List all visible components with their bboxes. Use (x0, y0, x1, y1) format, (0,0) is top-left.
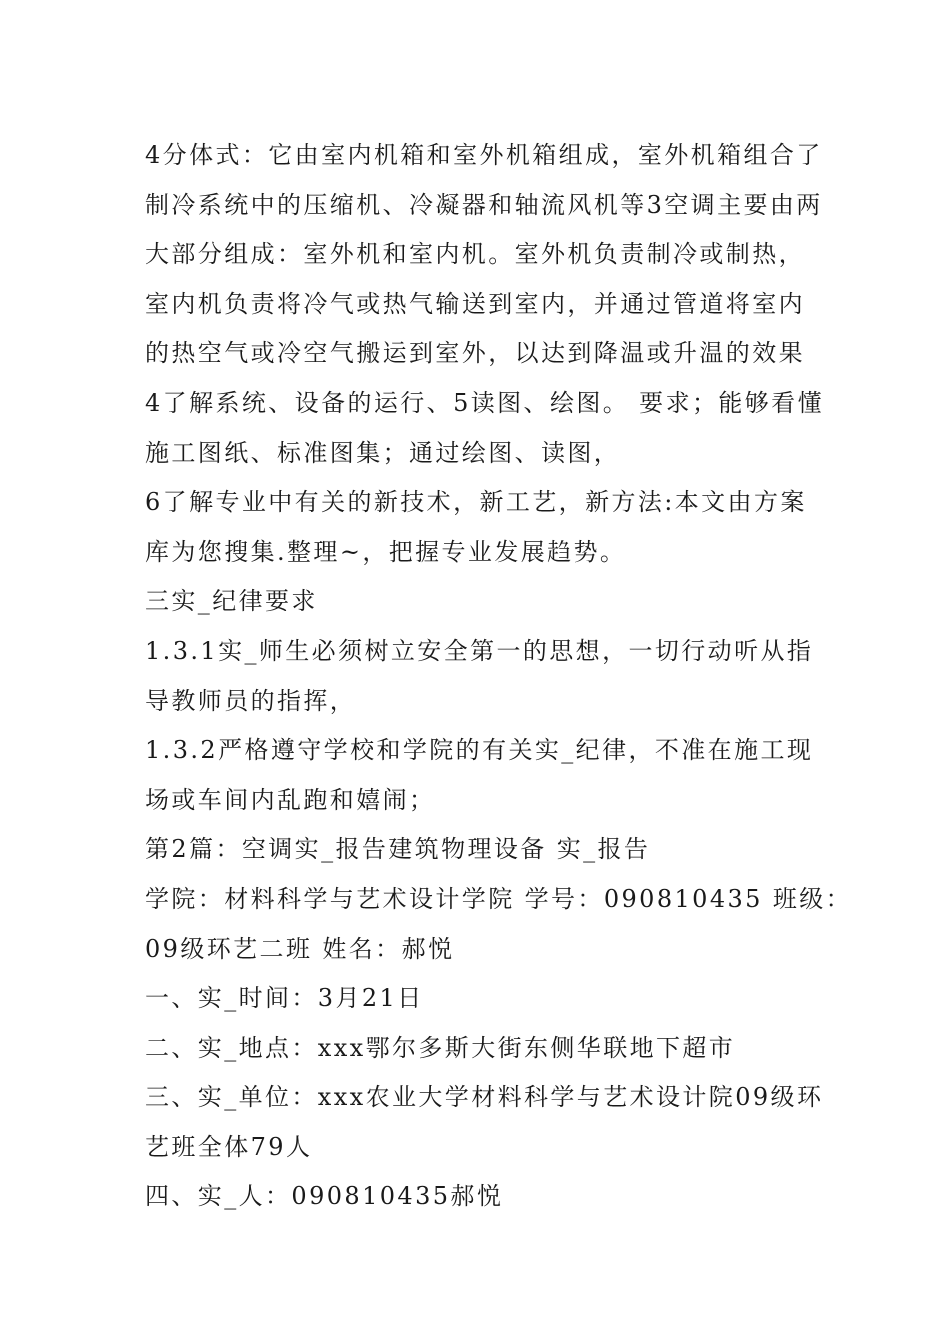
text-line: 室内机负责将冷气或热气输送到室内，并通过管道将室内 (145, 289, 805, 318)
text-line: 二、实_地点：xxx鄂尔多斯大街东侧华联地下超市 (145, 1033, 736, 1062)
text-line: 1.3.2严格遵守学校和学院的有关实_纪律，不准在施工现 (145, 736, 814, 765)
text-line: 4了解系统、设备的运行、5读图、绘图。 要求；能够看懂 (145, 388, 824, 417)
section-heading: 三实_纪律要求 (145, 587, 318, 616)
text-line: 四、实_人：090810435郝悦 (145, 1182, 504, 1211)
text-line: 09级环艺二班 姓名：郝悦 (145, 934, 455, 963)
document-body (145, 131, 853, 1222)
article-title: 第2篇：空调实_报告建筑物理设备 实_报告 (145, 835, 651, 864)
text-line: 的热空气或冷空气搬运到室外，以达到降温或升温的效果 (145, 339, 805, 368)
text-line: 4分体式：它由室内机箱和室外机箱组成，室外机箱组合了 (145, 141, 823, 169)
text-line: 学院：材料科学与艺术设计学院 学号：090810435 班级： (145, 884, 853, 913)
text-line: 一、实_时间：3月21日 (145, 984, 424, 1013)
text-line: 制冷系统中的压缩机、冷凝器和轴流风机等3空调主要由两 (145, 190, 823, 219)
text-line: 6了解专业中有关的新技术，新工艺，新方法:本文由方案 (145, 488, 807, 517)
text-line: 导教师员的指挥， (145, 686, 357, 715)
text-line: 施工图纸、标准图集；通过绘图、读图， (145, 438, 621, 467)
text-line: 库为您搜集.整理~，把握专业发展趋势。 (145, 537, 627, 566)
text-line: 1.3.1实_师生必须树立安全第一的思想，一切行动听从指 (145, 636, 814, 665)
text-line: 场或车间内乱跑和嬉闹； (145, 785, 436, 814)
text-line: 三、实_单位：xxx农业大学材料科学与艺术设计院09级环 (145, 1083, 824, 1112)
text-line: 大部分组成：室外机和室内机。室外机负责制冷或制热， (145, 240, 805, 269)
text-line: 艺班全体79人 (145, 1132, 313, 1161)
